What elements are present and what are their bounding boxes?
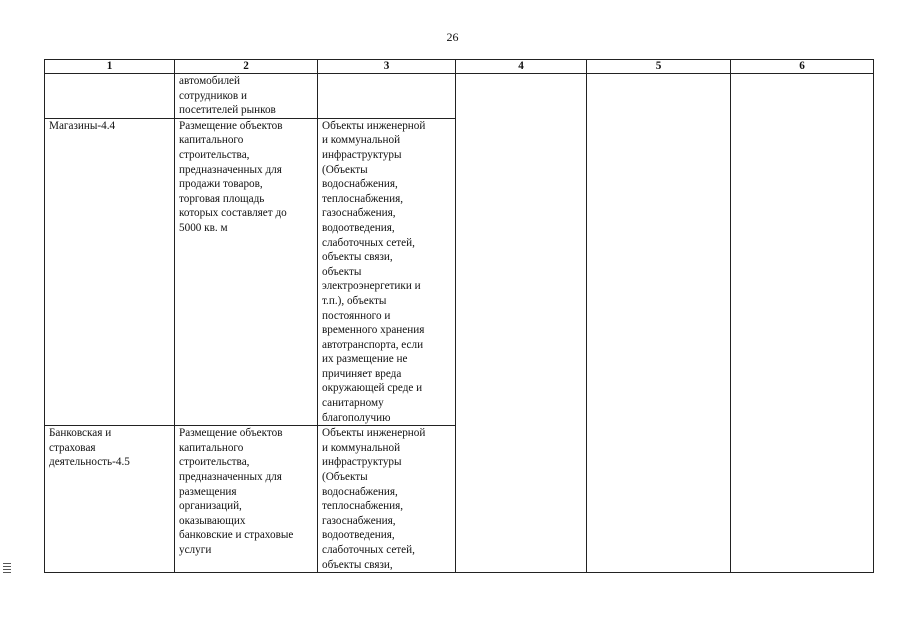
edge-mark: [3, 569, 11, 570]
column-header-4: 4: [456, 60, 587, 74]
edge-mark: [3, 563, 11, 564]
column-header-6: 6: [731, 60, 874, 74]
column-header-3: 3: [318, 60, 456, 74]
column-header-5: 5: [587, 60, 731, 74]
page-number: 26: [446, 30, 459, 44]
table-header-row: [45, 60, 874, 74]
edge-mark: [3, 572, 11, 573]
column-header-2: 2: [175, 60, 318, 74]
cell-usage-description: Размещение объектов капитального строительства, предназначенных для продажи товаров, торговая площадь которых составляет до 5000 кв. м: [175, 118, 318, 425]
zoning-table: [44, 59, 874, 573]
cell-usage-type: Магазины-4.4: [45, 118, 175, 425]
cell-usage-description: автомобилей сотрудников и посетителей рынков: [175, 74, 318, 119]
cell-auxiliary-usage: Объекты инженерной и коммунальной инфраструктуры (Объекты водоснабжения, теплоснабжения, газоснабжения, водоотведения, слаботочных сетей, объекты связи,: [318, 426, 456, 573]
column-header-1: 1: [45, 60, 175, 74]
edge-mark: [3, 566, 11, 567]
cell-usage-type: Банковская и страховая деятельность-4.5: [45, 426, 175, 573]
scan-edge-marks: [3, 563, 11, 575]
cell-usage-type: [45, 74, 175, 119]
table-row: [45, 74, 874, 119]
cell-auxiliary-usage: [318, 74, 456, 119]
cell-column-5: [587, 74, 731, 573]
cell-column-4: [456, 74, 587, 573]
cell-auxiliary-usage: Объекты инженерной и коммунальной инфраструктуры (Объекты водоснабжения, теплоснабжения, газоснабжения, водоотведения, слаботочных сетей, объекты связи, объекты электроэнергетики и т.п.), объекты постоянного и временного хранения автотранспорта, если их размещение не причиняет вреда окружающей среде и санитарному благополучию: [318, 118, 456, 425]
cell-column-6: [731, 74, 874, 573]
cell-usage-description: Размещение объектов капитального строительства, предназначенных для размещения организаций, оказывающих банковские и страховые услуги: [175, 426, 318, 573]
